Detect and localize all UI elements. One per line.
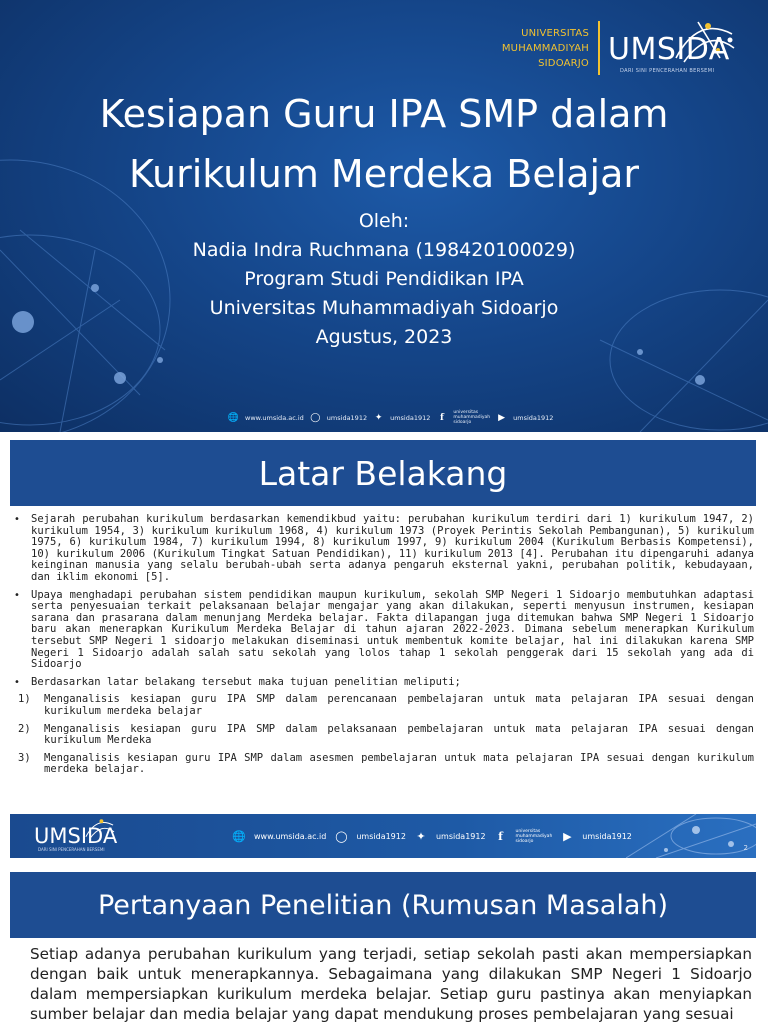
objective-item — [14, 724, 754, 747]
bullet-dot-icon: • — [14, 676, 20, 688]
objective-text: Menganalisis kesiapan guru IPA SMP dalam pelaksanaan pembelajaran untuk mata pelajaran IPA sesuai dengan kurikulum Merdeka — [44, 722, 754, 747]
network-decoration — [626, 814, 756, 858]
bullet-item — [14, 677, 754, 689]
twitter-icon: ✦ — [374, 412, 383, 423]
slide-footer — [10, 814, 756, 858]
background-slide — [0, 432, 768, 864]
author-name: Nadia Indra Ruchmana (198420100029) — [192, 239, 576, 261]
instagram-icon: ◯ — [310, 412, 321, 423]
facebook-page-line: universitas — [453, 410, 479, 415]
objective-number: 1) — [18, 693, 31, 706]
facebook-page-line: muhammadiyah — [453, 415, 491, 420]
presentation-title — [0, 84, 768, 204]
youtube-handle[interactable]: umsida1912 — [582, 832, 632, 841]
youtube-icon: ▶ — [563, 830, 572, 843]
title-line: Kesiapan Guru IPA SMP dalam — [99, 92, 669, 136]
university-name — [502, 26, 589, 71]
university-name-line: UNIVERSITAS — [521, 27, 589, 39]
objective-number: 3) — [18, 751, 31, 764]
bullet-dot-icon: • — [14, 589, 20, 601]
bullet-text: Berdasarkan latar belakang tersebut maka tujuan penelitian meliputi; — [31, 675, 461, 688]
footer-social-links — [232, 829, 632, 844]
social-links — [228, 410, 553, 425]
objective-item — [14, 753, 754, 776]
objective-text: Menganalisis kesiapan guru IPA SMP dalam asesmen pembelajaran untuk mata pelajaran IPA sesuai dengan kurikulum merdeka belajar. — [44, 751, 754, 776]
facebook-page-line: sidoarjo — [515, 839, 534, 844]
slide-header — [10, 872, 756, 938]
logo-divider — [598, 21, 600, 75]
study-program: Program Studi Pendidikan IPA — [244, 268, 524, 290]
instagram-icon: ◯ — [335, 830, 348, 843]
youtube-handle[interactable]: umsida1912 — [513, 413, 554, 422]
slide-title: Latar Belakang — [258, 453, 508, 493]
globe-icon: 🌐 — [232, 830, 246, 843]
umsida-tagline: DARI SINI PENCERAHAN BERSEMI — [620, 68, 715, 74]
twitter-handle[interactable]: umsida1912 — [390, 413, 431, 422]
research-question-slide — [0, 864, 768, 1024]
umsida-wordmark: UMSIDA — [608, 32, 730, 67]
website-link[interactable]: www.umsida.ac.id — [254, 832, 327, 841]
title-line: Kurikulum Merdeka Belajar — [128, 152, 640, 196]
website-link[interactable]: www.umsida.ac.id — [245, 413, 304, 422]
slide-header — [10, 440, 756, 506]
slide-body — [14, 514, 754, 782]
bullet-item — [14, 590, 754, 671]
title-slide — [0, 0, 768, 432]
university-name-line: SIDOARJO — [538, 57, 589, 69]
twitter-handle[interactable]: umsida1912 — [435, 832, 486, 841]
objective-text: Menganalisis kesiapan guru IPA SMP dalam perencanaan pembelajaran untuk mata pelajaran IPA sesuai dengan kurikulum merdeka belajar — [44, 693, 754, 717]
bullet-item — [14, 514, 754, 584]
objective-number: 2) — [18, 722, 31, 735]
globe-icon: 🌐 — [227, 412, 240, 423]
facebook-page[interactable] — [516, 829, 553, 844]
umsida-logo-block — [502, 18, 738, 78]
author-info — [0, 207, 768, 352]
page-number: 2 — [743, 844, 748, 852]
university: Universitas Muhammadiyah Sidoarjo — [209, 297, 559, 319]
bullet-dot-icon: • — [14, 514, 20, 525]
facebook-page[interactable] — [453, 410, 490, 425]
youtube-icon: ▶ — [498, 412, 506, 423]
objective-item — [14, 694, 754, 717]
bullet-text: Upaya menghadapi perubahan sistem pendidikan maupun kurikulum, sekolah SMP Negeri 1 Sidoarjo membutuhkan adaptasi serta penyesuaian terkait pelaksanaan belajar mengajar yang akan dilakukan, seperti menyusun instrumen, kesiapan sarana dan prasarana dalam menunjang Merdeka belajar. Fakta dilapangan juga ditemukan bahwa SMP Negeri 1 Sidoarjo baru akan menerapkan Kurikulum Merdeka Belajar di tahun ajaran 2022-2023. Dimana sebelum menerapkan Kurikulum tersebut SMP Negeri 1 sidoarjo melakukan diseminasi untuk membentuk komite belajar, hal ini dilakukan karena SMP Negeri 1 Sidoarjo adalah salah satu sekolah yang lolos tahap 1 sekolah penggerak dari 15 sekolah yang ada di Sidoarjo — [31, 588, 754, 671]
instagram-handle[interactable]: umsida1912 — [326, 413, 368, 422]
twitter-icon: ✦ — [416, 830, 426, 843]
facebook-icon: f — [439, 412, 444, 423]
slide-paragraph: Setiap adanya perubahan kurikulum yang terjadi, setiap sekolah pasti akan mempersiapkan dengan baik untuk menerapkannya. Sebagaimana yang dilakukan SMP Negeri 1 Sidoarjo dalam mempersiapkan kurikulum merdeka belajar. Setiap guru pastinya akan menyiapkan sumber belajar dan media belajar yang dapat mendukung proses pembelajaran yang sesuai — [30, 945, 752, 1023]
umsida-tagline: DARI SINI PENCERAHAN BERSEMI — [38, 847, 105, 852]
umsida-footer-logo — [34, 814, 134, 858]
slide-title: Pertanyaan Penelitian (Rumusan Masalah) — [97, 889, 669, 921]
instagram-handle[interactable]: umsida1912 — [356, 832, 406, 841]
author-by-label: Oleh: — [358, 210, 410, 232]
university-name-line: MUHAMMADIYAH — [501, 42, 589, 54]
facebook-icon: f — [498, 830, 503, 843]
umsida-wordmark: UMSIDA — [34, 824, 118, 848]
facebook-page-line: universitas — [515, 829, 541, 834]
umsida-logo — [608, 18, 738, 78]
facebook-page-line: muhammadiyah — [515, 834, 553, 839]
bullet-text: Sejarah perubahan kurikulum berdasarkan kemendikbud yaitu: perubahan kurikulum terdiri dari 1) kurikulum 1947, 2) kurikulum 1954, 3) kurikulum kurikulum 1968, 4) kurikulum 1973 (Proyek Perintis Sekolah Pembangunan), 5) kurikulum 1975, 6) kurikulum 1984, 7) kurikulum 1994, 8) kurikulum 1997, 9) kurikulum 2004 (Kurikulum Berbasis Kompetensi), 10) kurikulum 2006 (Kurikulum Tingkat Satuan Pendidikan), 11) kurikulum 2013 [4]. Perubahan itu dipengaruhi adanya keinginan manusia yang selalu berubah-ubah serta adanya pengaruh eksternal yakni, perubahan politik, kebudayaan, dan iklim ekonomi [5]. — [31, 513, 754, 583]
presentation-date: Agustus, 2023 — [315, 326, 453, 348]
facebook-page-line: sidoarjo — [453, 420, 472, 425]
